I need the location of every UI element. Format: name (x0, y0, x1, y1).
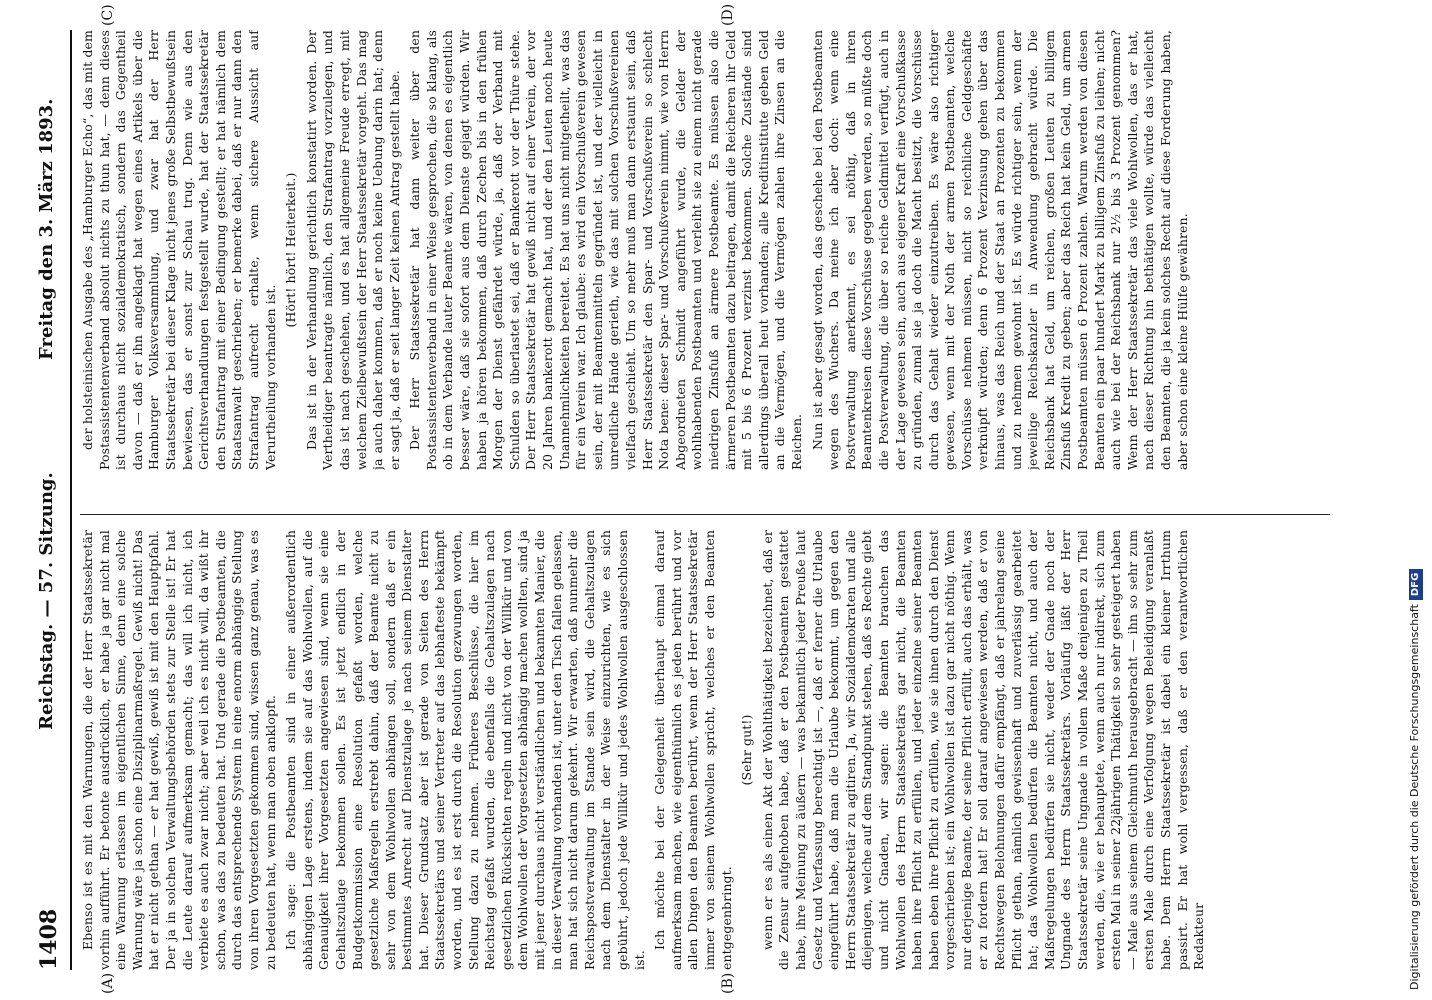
left-paragraph: Ebenso ist es mit den Warnungen, die der Herr Staatssekretär vorhin aufführt. Er betonte ausdrücklich, er habe ja gar nicht mal eine Warnung erlassen im eigentlichen Sinne, denn eine solche Warnung wäre ja schon eine Disziplinarmaßregel. Gewiß nicht! Das hat er nicht gethan — er hat gewiß, gewiß ist mit den Hauptpfahl. Der ja in solchen Verwaltungsbehörden stets zur Stelle ist! Er hat die Leute darauf aufmerksam gemacht; das will ich nicht, ich verbiete es auch zwar nicht; aber weil ich es nicht will, da wißt ihr schon, was das zu bedeuten hat. Und gerade die Postbeamten, die durch das entsprechende System in eine enorm abhängige Stellung von ihren Vorgesetzten gekommen sind, wissen ganz genau, was es zu bedeuten hat, wenn man oben anklopft. (80, 530, 278, 970)
margin-marker-d: (D) (720, 3, 736, 26)
margin-marker-a: (A) (100, 972, 116, 994)
left-paragraph: Ich möchte bei der Gelegenheit überhaupt einmal darauf aufmerksam machen, wie eigenthümlich es jeden berührt und vor allen Dingen den Beamten berührt, wenn der Herr Staatssekretär immer von seinem Wohlwollen spricht, welches er den Beamten entgegenbringt. (652, 530, 734, 970)
margin-marker-c: (C) (100, 4, 116, 26)
left-interjection: (Sehr gut!) (739, 714, 755, 786)
header-right-title: Freitag den 3. März 1893. (36, 98, 57, 360)
margin-marker-b: (B) (720, 972, 736, 994)
left-paragraph: Ich sage: die Postbeamten sind in einer außerordentlich abhängigen Lage erstens, indem sie auf das Wohlwollen, auf die Genauigkeit ihrer Vorgesetzten angewiesen sind, wenn sie eine Gehaltszulage bekommen sollen. Es ist jetzt endlich in der Budgetkommission eine Resolution gefaßt worden, welche gesetzliche Maßregeln erstrebt dahin, daß der Beamte nicht zu sehr von dem Wohlwollen abhängen soll, sondern daß er ein bestimmtes Anrecht auf Dienstzulage je nach seinem Dienstalter hat. Dieser Grundsatz aber ist gerade von Seiten des Herrn Staatssekretärs und seiner Vertreter auf das lebhafteste bekämpft worden, und es ist erst durch die Resolution gezwungen worden, Stellung dazu zu nehmen. Früheres Beschlüsse, die hier im Reichstag gefaßt wurden, die ebenfalls die Gehaltszulagen nach gesetzlichen Rücksichten regeln und nicht von der Willkür und von dem Wohlwollen der Vorgesetzten abhängig machen wollten, sind ja mit jener durchaus nicht verständlichen und bekannten Manier, die in dieser Verwaltung vorhanden ist, unter den Tisch fallen gelassen, man hat sich nicht darum gekehrt. Wir erwarten, daß nunmehr die Reichspostverwaltung im Stande sein wird, die Gehaltszulagen nach dem Dienstalter in der Weise einzurichten, wie es sich gebührt, jedoch jede Willkür und jedes Wohlwollen ausgeschlossen ist. (283, 530, 647, 970)
right-interjection: (Hört! hört! Heiterkeit.) (283, 172, 299, 328)
funding-text: Digitalisierung gefördert durch die Deutsche Forschungsgemeinschaft (1408, 604, 1421, 990)
header-left-title: Reichstag. — 57. Sitzung. (36, 472, 57, 730)
funding-note (1404, 30, 1426, 990)
left-paragraph: wenn er es als einen Akt der Wohlthätigkeit bezeichnet, daß er die Zensur aufgehoben habe, daß er den Postbeamten gestattet habe, ihre Meinung zu äußern — was bekanntlich jeder Preuße laut Gesetz und Verfassung berechtigt ist —, daß er ferner die Urlaube eingeführt habe, daß man die Urlaube bekommt, um gegen den Herrn Staatssekretär zu agitiren. Ja, wir Sozialdemokraten und alle diejenigen, welche auf dem Standpunkt stehen, daß es Rechte giebt und nicht Gnaden, wir sagen: die Beamten brauchen das Wohlwollen des Herrn Staatssekretärs gar nicht, die Beamten haben ihre Pflicht zu erfüllen, und jeder einzelne seiner Beamten haben eben ihre Pflicht zu erfüllen, wie sie ihnen durch den Dienst vorgeschrieben ist; ein Wohlwollen ist dazu gar nicht nöthig. Wenn nur derjenige Beamte, der seine Pflicht erfüllt, auch das erhält, was er zu fordern hat! Er soll darauf angewiesen werden, daß er von Rechtswegen Belohnungen dafür empfängt, daß er jahrelang seine Pflicht gethan, nämlich gewissenhaft und zuverlässig gearbeitet hat; das Wohlwollen bedürfen die Beamten nicht, und auch der Maßregelungen bedürfen sie nicht, weder der Gnade noch der Ungnade des Herrn Staatssekretärs. Vorläufig läßt der Herr Staatssekretär seine Ungnade in vollem Maße denjenigen zu Theil werden, die, wie er behauptete, wenn auch nur indirekt, sich zum ersten Mal in seiner 22jährigen Thätigkeit so sehr gesteigert haben — Male aus seinem Gleichmuth herausgebracht — ihn so sehr zum ersten Male durch eine Verfolgung wegen Beleidigung veranlaßt habe. Dem Herrn Staatssekretär ist dabei ein kleiner Irrthum passirt. Er hat wohl vergessen, daß er den verantwortlichen Redakteur (759, 530, 1207, 970)
left-column (80, 530, 1330, 970)
right-paragraph: Nun ist aber gesagt worden, das geschehe bei den Postbeamten wegen des Wuchers. Da meine ich aber doch: wenn eine Postverwaltung anerkennt, es sei nöthig, daß in ihren Beamtenkreisen diese Vorschüsse gegeben werden, so müßte doch die Postverwaltung, die über so reiche Geldmittel verfügt, auch in der Lage gewesen sein, auch aus eigener Kraft eine Vorschußkasse zu gründen, zumal sie ja doch die Macht besitzt, die Vorschüsse durch das Gehalt wieder einzutreiben. Es wäre also richtiger gewesen, wenn mit der Noth der armen Postbeamten, welche Vorschüsse nehmen müssen, nicht so reichliche Geldgeschäfte verknüpft würden; denn 6 Prozent Verzinsung gehen über das hinaus, was das Reich und der Staat an Prozenten zu bekommen und zu nehmen gewohnt ist. Es würde richtiger sein, wenn der jeweilige Reichskanzler in Anwendung gebracht würde. Die Reichsbank hat Geld, um reichen, großen Leuten zu billigem Zinsfuß Kredit zu geben; aber das Reich hat kein Geld, um armen Postbeamten müssen 6 Prozent zahlen. Warum werden von diesen Beamten ein paar hundert Mark zu billigem Zinsfuß zu leihen; nicht auch wie bei der Reichsbank nur 2½ bis 3 Prozent genommen? Wenn der Herr Staatssekretär das viele Wohlwollen, das er hat, nach dieser Richtung hin bethätigen wollte, würde das vielleicht den Beamten, die ja kein solches Recht auf diese Forderung haben, aber schon eine kleine Hülfe gewähren. (809, 30, 1190, 470)
dfg-logo: DFG (1409, 569, 1423, 600)
column-divider (80, 514, 1330, 515)
page-number: 1408 (36, 908, 62, 970)
right-paragraph: Das ist in der Verhandlung gerichtlich konstatirt worden. Der Vertheidiger beantragte nämlich, den Strafantrag vorzulegen, und das ist nach geschehen, und es hat allgemeine Freude erregt, mit welchem Zielbewußtsein der Herr Staatssekretär vorgeht. Das mag ja auch daher kommen, daß er noch keine Uebung darin hat; denn er sagt ja, daß er seit langer Zeit keinen Antrag gestellt habe. (303, 30, 402, 470)
right-paragraph: Der Herr Staatssekretär hat dann weiter über den Postassistentenverband in einer Weise gesprochen, die so klang, als ob in dem Verbande lauter Beamte wären, von denen es eigentlich besser wäre, daß sie sofort aus dem Dienste gejagt würden. Wir haben ja hören bekommen, daß durch Zechen bis in den frühen Morgen der Dienst gefährdet würde, ja, daß der Verband mit Schulden so überlastet sei, daß er Bankerott vor der Thüre stehe. Der Herr Staatssekretär hat gewiß nicht auf einer Verein, der vor 20 Jahren bankerott gemacht hat, und der den Leuten noch heute Unannehmlichkeiten bereitet. Es hat uns nicht mitgetheilt, was das für ein Verein war. Ich glaube: es wird ein Vorschußverein gewesen sein, der mit Beamtenmitteln gegründet ist, und der vielleicht in unredliche Hände gerieth, wie das mit solchen Vorschußvereinen vielfach geschieht. Um so mehr muß man dann erstaunt sein, daß Herr Staatssekretär den Spar- und Vorschußverein so schlecht Nota bene: dieser Spar- und Vorschußverein nimmt, wie von Herrn Abgeordneten Schmidt angeführt wurde, die Gelder der wohlhabenden Postbeamten und verleiht sie zu einem nicht gerade niedrigen Zinsfuß an ärmere Postbeamte. Es müssen also die ärmeren Postbeamten dazu beitragen, damit die Reicheren ihr Geld mit 5 bis 6 Prozent verzinst bekommen. Solche Zustände sind allerdings überall heut vorhanden; alle Kreditinstitute geben Geld an die Vermögen, und die Vermögen zahlen ihre Zinsen an die Reichen. (407, 30, 804, 470)
right-paragraph: der holsteinischen Ausgabe des „Hamburger Echo“, das mit dem Postassistentenverband absolut nichts zu thun hat, — denn dieses ist durchaus nicht sozialdemokratisch, sondern das Gegentheil davon — daß er ihn angeklagt hat wegen eines Artikels über die Hamburger Volksversammlung, und zwar hat der Herr Staatssekretär bei dieser Klage nicht jenes große Selbstbewußtsein bewiesen, das er sonst zur Schau trug. Denn wie aus den Gerichtsverhandlungen festgestellt wurde, hat der Staatssekretär den Strafantrag mit einer Bedingung gestellt; er hat nämlich dem Staatsanwalt geschrieben; er bemerke dabei, daß er nur dann den Strafantrag aufrecht erhalte, wenn sichere Aussicht auf Verurtheilung vorhanden ist. (80, 30, 278, 470)
right-column (80, 30, 1330, 470)
page-header (30, 30, 72, 970)
